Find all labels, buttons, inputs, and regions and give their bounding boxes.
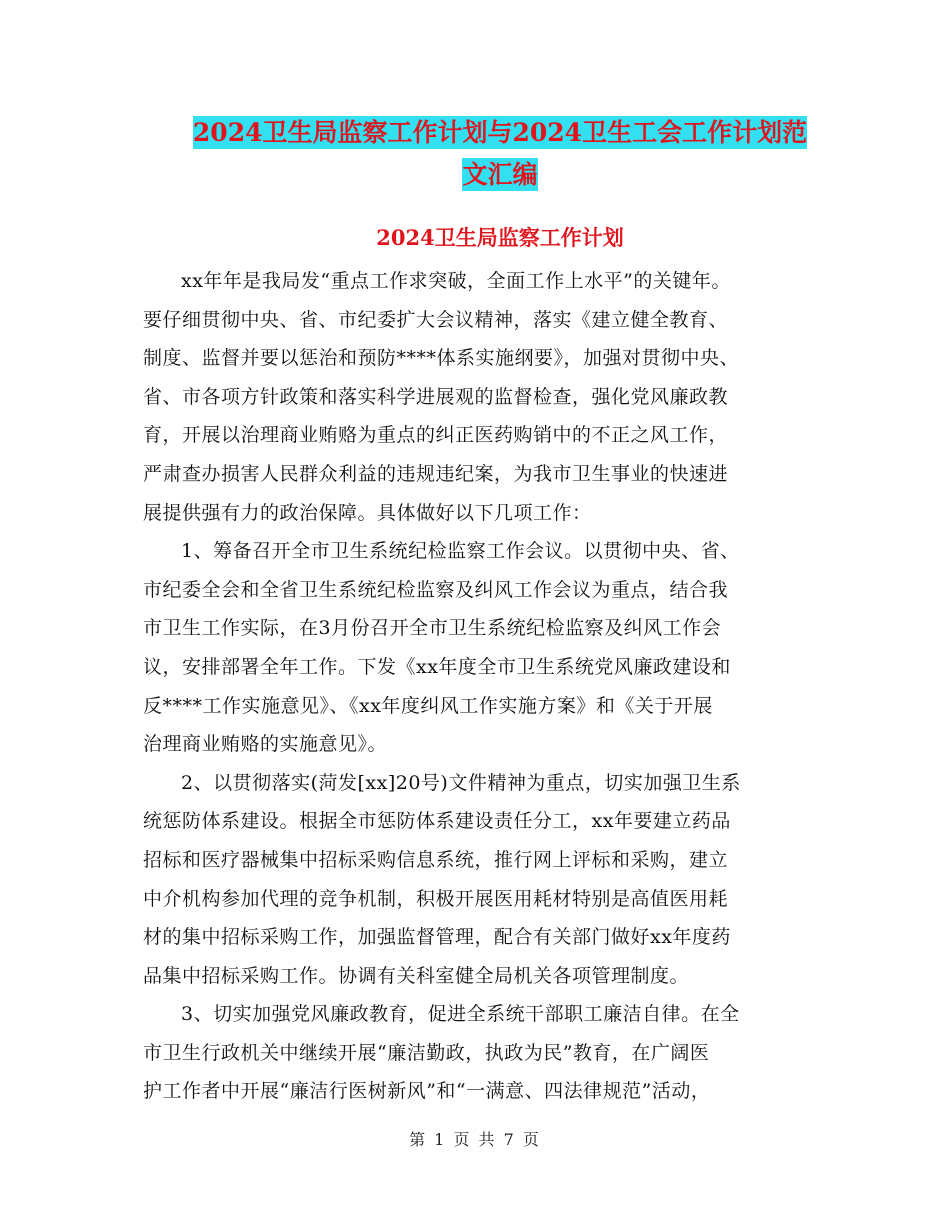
- paragraph-line: 治理商业贿赂的实施意见》。: [143, 733, 388, 756]
- paragraph-line: 市纪委全会和全省卫生系统纪检监察及纠风工作会议为重点，结合我: [143, 578, 729, 601]
- document-title-line-2: [140, 152, 860, 198]
- title-highlight: 文汇编: [462, 160, 538, 189]
- section-title: 2024卫生局监察工作计划: [376, 225, 624, 250]
- paragraph-line: 反****工作实施意见》、《xx年度纠风工作实施方案》和《关于开展: [143, 694, 713, 717]
- paragraph-line: 护工作者中开展“廉洁行医树新风”和“一满意、四法律规范”活动，: [143, 1080, 711, 1103]
- paragraph-line: 育，开展以治理商业贿赂为重点的纠正医药购销中的不正之风工作，: [143, 424, 729, 447]
- paragraph-line: 品集中招标采购工作。协调有关科室健全局机关各项管理制度。: [143, 964, 690, 987]
- paragraph-line: 招标和医疗器械集中招标采购信息系统，推行网上评标和采购，建立: [143, 848, 729, 871]
- paragraph-line: 中介机构参加代理的竞争机制，积极开展医用耗材特别是高值医用耗: [143, 887, 729, 910]
- paragraph-line: 要仔细贯彻中央、省、市纪委扩大会议精神，落实《建立健全教育、: [143, 308, 729, 331]
- paragraph-line: 材的集中招标采购工作，加强监督管理，配合有关部门做好xx年度药: [143, 926, 731, 949]
- paragraph-line: 展提供强有力的政治保障。具体做好以下几项工作：: [143, 501, 592, 524]
- paragraph-line: 制度、监督并要以惩治和预防****体系实施纲要》，加强对贯彻中央、: [143, 347, 740, 370]
- document-title-line-1: [140, 110, 860, 156]
- page-footer: 第 1 页 共 7 页: [409, 1130, 541, 1149]
- paragraph-line: 省、市各项方针政策和落实科学进展观的监督检查，强化党风廉政教: [143, 385, 729, 408]
- title-highlight: 2024卫生局监察工作计划与2024卫生工会工作计划范: [192, 118, 808, 147]
- paragraph-line: 市卫生行政机关中继续开展“廉洁勤政，执政为民”教育，在广阔医: [143, 1041, 710, 1064]
- document-body: [143, 262, 815, 1111]
- paragraph-line: 统惩防体系建设。根据全市惩防体系建设责任分工，xx年要建立药品: [143, 810, 731, 833]
- paragraph-line: 严肃查办损害人民群众利益的违规违纪案，为我市卫生事业的快速进: [143, 462, 729, 485]
- paragraph-line: 3、切实加强党风廉政教育，促进全系统干部职工廉洁自律。在全: [181, 1003, 740, 1026]
- paragraph-line: 2、以贯彻落实(菏发[xx]20号)文件精神为重点，切实加强卫生系: [181, 771, 741, 794]
- paragraph-line: 市卫生工作实际，在3月份召开全市卫生系统纪检监察及纠风工作会: [143, 617, 722, 640]
- paragraph-line: 议，安排部署全年工作。下发《xx年度全市卫生系统党风廉政建设和: [143, 655, 731, 678]
- paragraph-line: xx年年是我局发“重点工作求突破，全面工作上水平”的关键年。: [181, 270, 731, 292]
- paragraph-line: 1、筹备召开全市卫生系统纪检监察工作会议。以贯彻中央、省、: [181, 540, 740, 563]
